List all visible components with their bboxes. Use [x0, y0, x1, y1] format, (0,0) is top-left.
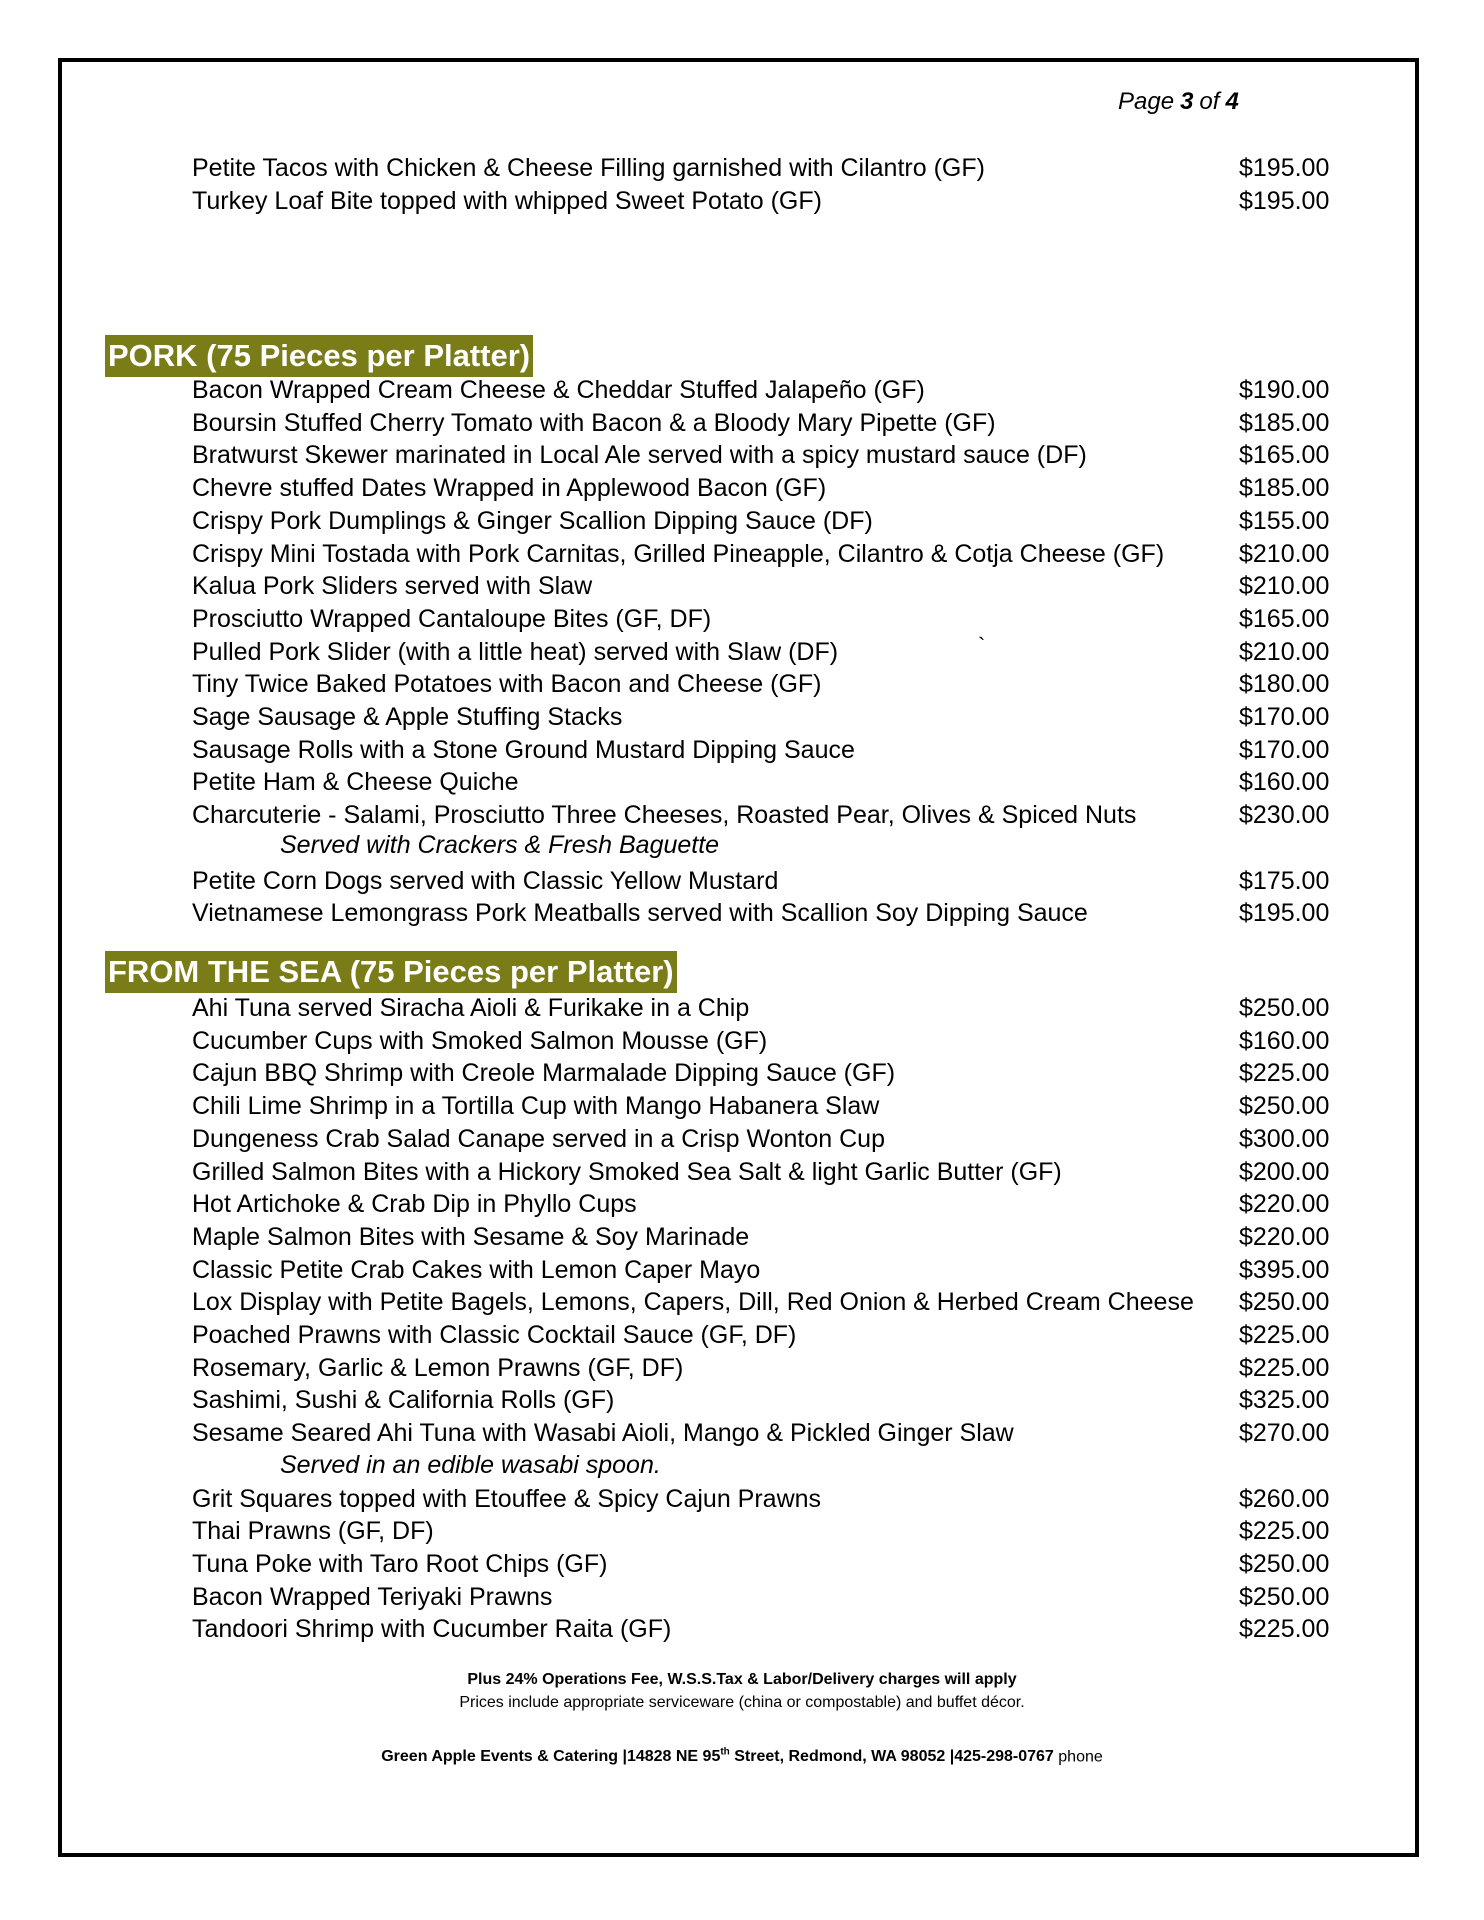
item-name: Tandoori Shrimp with Cucumber Raita (GF): [192, 1615, 672, 1643]
list-item: [192, 538, 1342, 570]
list-item: [192, 505, 1342, 537]
list-item: [192, 1352, 1342, 1384]
list-item: [192, 1025, 1342, 1057]
item-name: Poached Prawns with Classic Cocktail Sauce (GF, DF): [192, 1321, 797, 1349]
item-name: Boursin Stuffed Cherry Tomato with Bacon & a Bloody Mary Pipette (GF): [192, 409, 996, 437]
item-price: $250.00: [1239, 1583, 1330, 1611]
list-item: [192, 799, 1342, 831]
list-item: [192, 1221, 1342, 1253]
page-number: Page 3 of 4: [1118, 88, 1239, 115]
item-price: $225.00: [1239, 1059, 1330, 1087]
item-price: $250.00: [1239, 1288, 1330, 1316]
list-item: [192, 865, 1342, 897]
item-name: Chevre stuffed Dates Wrapped in Applewood Bacon (GF): [192, 474, 827, 502]
item-price: $195.00: [1239, 899, 1330, 927]
list-item: [192, 1090, 1342, 1122]
item-name: Petite Corn Dogs served with Classic Yellow Mustard: [192, 867, 779, 895]
item-price: $210.00: [1239, 638, 1330, 666]
list-item: [192, 1548, 1342, 1580]
list-item: [192, 1286, 1342, 1318]
item-price: $175.00: [1239, 867, 1330, 895]
ahi-note: Served in an edible wasabi spoon.: [280, 1451, 661, 1479]
list-item: [192, 1057, 1342, 1089]
item-price: $270.00: [1239, 1419, 1330, 1447]
list-item: [192, 374, 1342, 406]
item-name: Lox Display with Petite Bagels, Lemons, Capers, Dill, Red Onion & Herbed Cream Cheese: [192, 1288, 1194, 1316]
fee-notice: Plus 24% Operations Fee, W.S.S.Tax & Labor/Delivery charges will apply: [467, 1671, 1017, 1688]
list-item: [192, 439, 1342, 471]
item-name: Dungeness Crab Salad Canape served in a Crisp Wonton Cup: [192, 1125, 885, 1153]
list-item: [192, 668, 1342, 700]
item-price: $260.00: [1239, 1485, 1330, 1513]
list-item: [192, 1188, 1342, 1220]
item-name: Bratwurst Skewer marinated in Local Ale served with a spicy mustard sauce (DF): [192, 441, 1087, 469]
item-price: $250.00: [1239, 1092, 1330, 1120]
item-price: $230.00: [1239, 801, 1330, 829]
list-item: [192, 603, 1342, 635]
item-name: Grilled Salmon Bites with a Hickory Smoked Sea Salt & light Garlic Butter (GF): [192, 1158, 1062, 1186]
company-address: Green Apple Events & Catering |14828 NE 95th Street, Redmond, WA 98052 |425-298-0767 phone: [381, 1747, 1103, 1766]
item-price: $180.00: [1239, 670, 1330, 698]
list-item: [192, 1483, 1342, 1515]
list-item: [192, 766, 1342, 798]
item-price: $165.00: [1239, 441, 1330, 469]
item-name: Petite Ham & Cheese Quiche: [192, 768, 519, 796]
item-price: $325.00: [1239, 1386, 1330, 1414]
item-name: Sausage Rolls with a Stone Ground Mustard Dipping Sauce: [192, 736, 855, 764]
item-name: Grit Squares topped with Etouffee & Spicy Cajun Prawns: [192, 1485, 822, 1513]
item-name: Tiny Twice Baked Potatoes with Bacon and Cheese (GF): [192, 670, 822, 698]
item-price: $165.00: [1239, 605, 1330, 633]
item-name: Bacon Wrapped Cream Cheese & Cheddar Stuffed Jalapeño (GF): [192, 376, 925, 404]
item-name: Crispy Mini Tostada with Pork Carnitas, Grilled Pineapple, Cilantro & Cotja Cheese (GF): [192, 540, 1165, 568]
item-price: $225.00: [1239, 1354, 1330, 1382]
item-price: $210.00: [1239, 540, 1330, 568]
item-price: $160.00: [1239, 768, 1330, 796]
item-name: Maple Salmon Bites with Sesame & Soy Marinade: [192, 1223, 750, 1251]
stray-mark: `: [978, 633, 986, 658]
list-item: [192, 1384, 1342, 1416]
item-price: $250.00: [1239, 1550, 1330, 1578]
list-item: [192, 1156, 1342, 1188]
item-name: Pulled Pork Slider (with a little heat) served with Slaw (DF): [192, 638, 839, 666]
item-price: $395.00: [1239, 1256, 1330, 1284]
item-price: $225.00: [1239, 1321, 1330, 1349]
item-name: Charcuterie - Salami, Prosciutto Three Cheeses, Roasted Pear, Olives & Spiced Nuts: [192, 801, 1137, 829]
item-name: Petite Tacos with Chicken & Cheese Filling garnished with Cilantro (GF): [192, 154, 985, 182]
list-item: [192, 1254, 1342, 1286]
item-price: $195.00: [1239, 187, 1330, 215]
item-name: Sashimi, Sushi & California Rolls (GF): [192, 1386, 615, 1414]
list-item: [192, 407, 1342, 439]
item-name: Cajun BBQ Shrimp with Creole Marmalade Dipping Sauce (GF): [192, 1059, 896, 1087]
item-price: $190.00: [1239, 376, 1330, 404]
item-name: Prosciutto Wrapped Cantaloupe Bites (GF, DF): [192, 605, 712, 633]
list-item: [192, 152, 1342, 184]
list-item: [192, 1515, 1342, 1547]
item-price: $225.00: [1239, 1517, 1330, 1545]
item-price: $225.00: [1239, 1615, 1330, 1643]
list-item: [192, 1319, 1342, 1351]
item-price: $185.00: [1239, 409, 1330, 437]
item-name: Classic Petite Crab Cakes with Lemon Caper Mayo: [192, 1256, 761, 1284]
section-heading-pork: PORK (75 Pieces per Platter): [105, 335, 533, 377]
item-name: Sage Sausage & Apple Stuffing Stacks: [192, 703, 623, 731]
item-name: Cucumber Cups with Smoked Salmon Mousse (GF): [192, 1027, 768, 1055]
section-heading-sea: FROM THE SEA (75 Pieces per Platter): [105, 951, 677, 993]
item-name: Rosemary, Garlic & Lemon Prawns (GF, DF): [192, 1354, 684, 1382]
item-name: Hot Artichoke & Crab Dip in Phyllo Cups: [192, 1190, 637, 1218]
item-name: Bacon Wrapped Teriyaki Prawns: [192, 1583, 553, 1611]
item-name: Ahi Tuna served Siracha Aioli & Furikake in a Chip: [192, 994, 750, 1022]
item-name: Turkey Loaf Bite topped with whipped Sweet Potato (GF): [192, 187, 822, 215]
list-item: [192, 636, 1342, 668]
item-price: $170.00: [1239, 736, 1330, 764]
item-price: $170.00: [1239, 703, 1330, 731]
item-price: $195.00: [1239, 154, 1330, 182]
item-price: $250.00: [1239, 994, 1330, 1022]
list-item: [192, 1581, 1342, 1613]
item-name: Kalua Pork Sliders served with Slaw: [192, 572, 593, 600]
item-name: Tuna Poke with Taro Root Chips (GF): [192, 1550, 608, 1578]
list-item: [192, 1123, 1342, 1155]
item-price: $220.00: [1239, 1223, 1330, 1251]
prices-notice: Prices include appropriate serviceware (china or compostable) and buffet décor.: [459, 1694, 1025, 1711]
list-item: [192, 570, 1342, 602]
list-item: [192, 734, 1342, 766]
item-price: $220.00: [1239, 1190, 1330, 1218]
charcuterie-note: Served with Crackers & Fresh Baguette: [280, 831, 720, 859]
item-name: Thai Prawns (GF, DF): [192, 1517, 434, 1545]
list-item: [192, 1417, 1342, 1449]
item-price: $200.00: [1239, 1158, 1330, 1186]
item-price: $210.00: [1239, 572, 1330, 600]
list-item: [192, 1613, 1342, 1645]
item-name: Chili Lime Shrimp in a Tortilla Cup with Mango Habanera Slaw: [192, 1092, 880, 1120]
list-item: [192, 897, 1342, 929]
item-name: Vietnamese Lemongrass Pork Meatballs served with Scallion Soy Dipping Sauce: [192, 899, 1088, 927]
item-name: Sesame Seared Ahi Tuna with Wasabi Aioli, Mango & Pickled Ginger Slaw: [192, 1419, 1014, 1447]
list-item: [192, 185, 1342, 217]
list-item: [192, 472, 1342, 504]
item-name: Crispy Pork Dumplings & Ginger Scallion Dipping Sauce (DF): [192, 507, 873, 535]
item-price: $160.00: [1239, 1027, 1330, 1055]
item-price: $155.00: [1239, 507, 1330, 535]
item-price: $185.00: [1239, 474, 1330, 502]
item-price: $300.00: [1239, 1125, 1330, 1153]
list-item: [192, 701, 1342, 733]
list-item: [192, 992, 1342, 1024]
